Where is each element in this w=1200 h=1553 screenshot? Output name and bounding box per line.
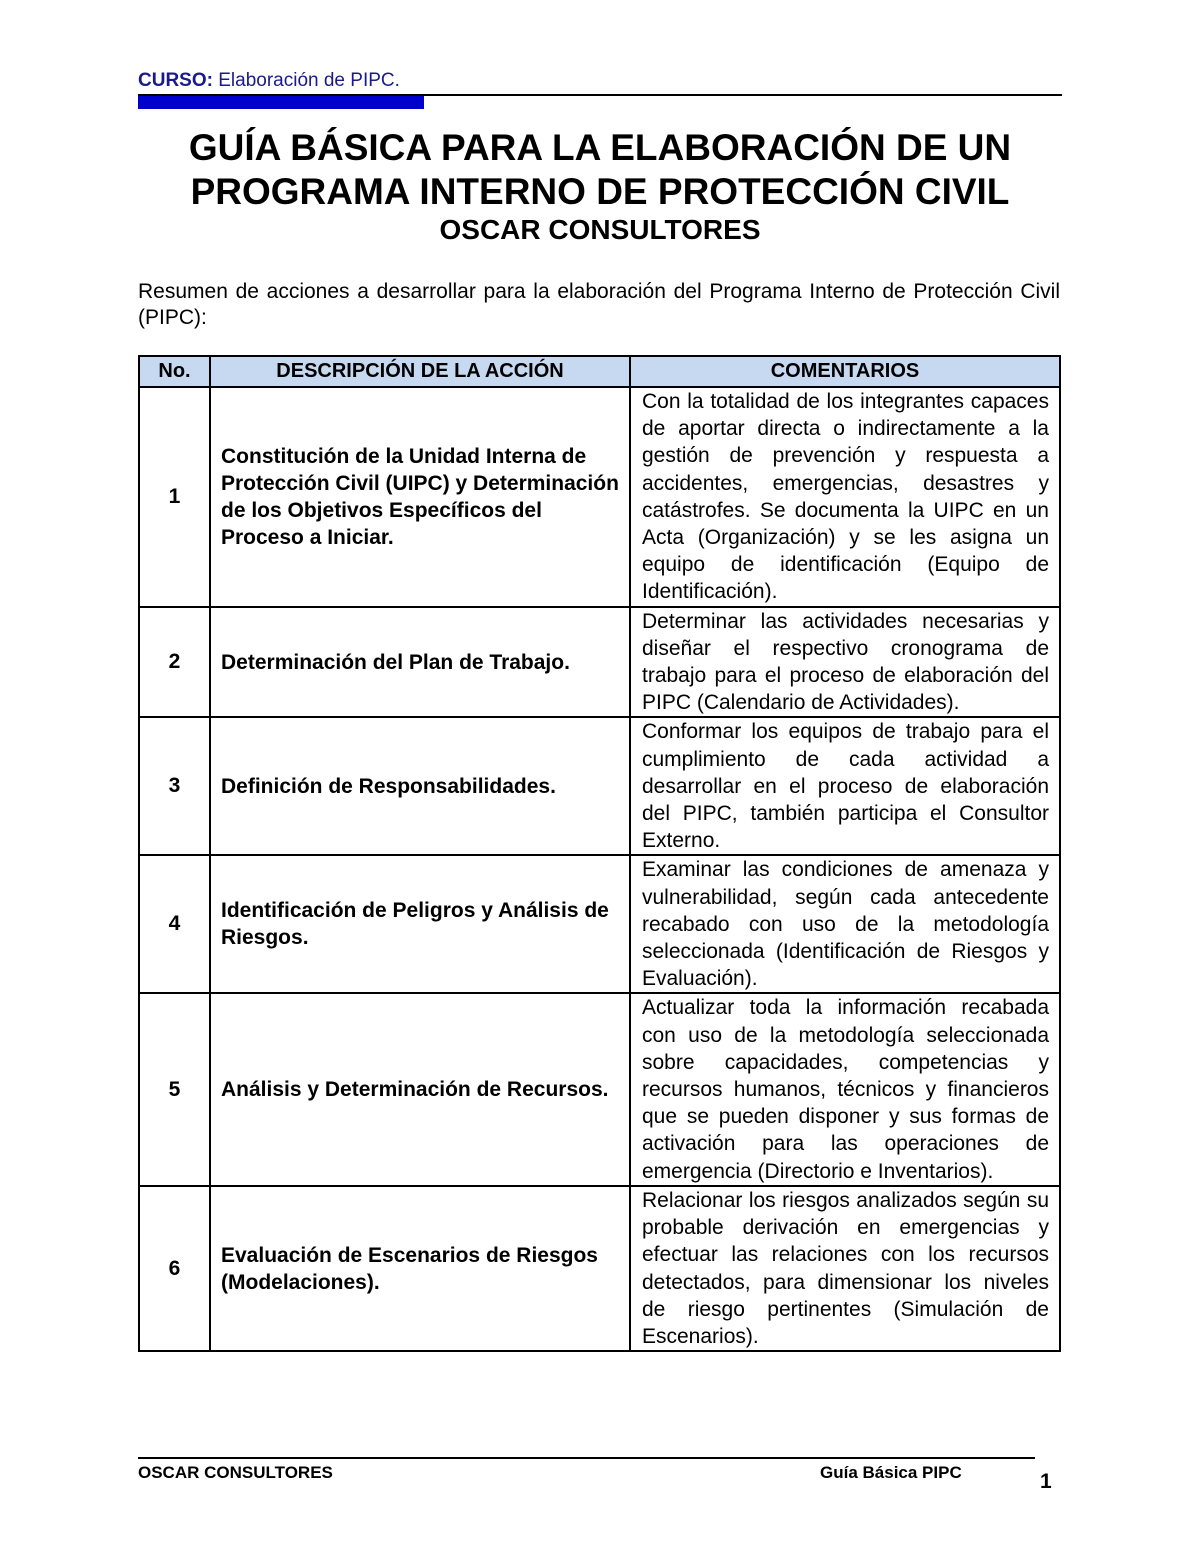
table-row [139, 993, 1060, 1185]
intro-paragraph: Resumen de acciones a desarrollar para la elaboración del Programa Interno de Protección Civil (PIPC): [138, 280, 1060, 329]
row-description: Análisis y Determinación de Recursos. [210, 993, 630, 1185]
row-comment: Con la totalidad de los integrantes capaces de aportar directa o indirectamente a la gestión de prevención y respuesta a accidentes, emergencias, desastres y catástrofes. Se documenta la UIPC en un Acta (Organización) y se les asigna un equipo de identificación (Equipo de Identificación). [630, 387, 1060, 607]
row-number: 2 [139, 607, 210, 718]
row-description: Identificación de Peligros y Análisis de Riesgos. [210, 855, 630, 993]
title-line-2: PROGRAMA INTERNO DE PROTECCIÓN CIVIL [190, 171, 1010, 212]
row-description: Constitución de la Unidad Interna de Protección Civil (UIPC) y Determinación de los Objetivos Específicos del Proceso a Iniciar. [210, 387, 630, 607]
table-row [139, 607, 1060, 718]
header-no: No. [139, 356, 210, 387]
table-row [139, 1186, 1060, 1351]
course-value: Elaboración de PIPC. [218, 70, 400, 91]
document-title [138, 126, 1062, 214]
row-comment: Examinar las condiciones de amenaza y vulnerabilidad, según cada antecedente recabado con uso de la metodología seleccionada (Identificación de Riesgos y Evaluación). [630, 855, 1060, 993]
row-number: 6 [139, 1186, 210, 1351]
row-number: 3 [139, 717, 210, 855]
header-description: DESCRIPCIÓN DE LA ACCIÓN [210, 356, 630, 387]
footer-company: OSCAR CONSULTORES [138, 1463, 333, 1482]
row-comment: Actualizar toda la información recabada con uso de la metodología seleccionada sobre capacidades, competencias y recursos humanos, técnicos y financieros que se pueden disponer y sus formas de activación para las operaciones de emergencia (Directorio e Inventarios). [630, 993, 1060, 1185]
row-number: 4 [139, 855, 210, 993]
row-comment: Determinar las actividades necesarias y diseñar el respectivo cronograma de trabajo para el proceso de elaboración del PIPC (Calendario de Actividades). [630, 607, 1060, 718]
row-description: Evaluación de Escenarios de Riesgos (Modelaciones). [210, 1186, 630, 1351]
row-comment: Relacionar los riesgos analizados según su probable derivación en emergencias y efectuar las relaciones con los recursos detectados, para dimensionar los niveles de riesgo pertinentes (Simulación de Escenarios). [630, 1186, 1060, 1351]
row-description: Determinación del Plan de Trabajo. [210, 607, 630, 718]
row-comment: Conformar los equipos de trabajo para el cumplimiento de cada actividad a desarrollar en el proceso de elaboración del PIPC, también participa el Consultor Externo. [630, 717, 1060, 855]
document-subtitle: OSCAR CONSULTORES [439, 214, 761, 245]
footer-divider [138, 1457, 1035, 1459]
page-number: 1 [1040, 1470, 1052, 1493]
header-accent-bar [138, 96, 424, 109]
course-header [138, 70, 400, 92]
row-number: 1 [139, 387, 210, 607]
row-description: Definición de Responsabilidades. [210, 717, 630, 855]
table-row [139, 717, 1060, 855]
header-comments: COMENTARIOS [630, 356, 1060, 387]
actions-table [138, 355, 1061, 1352]
row-number: 5 [139, 993, 210, 1185]
table-row [139, 855, 1060, 993]
table-row [139, 387, 1060, 607]
table-header-row [139, 356, 1060, 387]
title-line-1: GUÍA BÁSICA PARA LA ELABORACIÓN DE UN [188, 127, 1012, 168]
footer-document-name: Guía Básica PIPC [820, 1463, 962, 1482]
course-label: CURSO: [138, 70, 213, 91]
